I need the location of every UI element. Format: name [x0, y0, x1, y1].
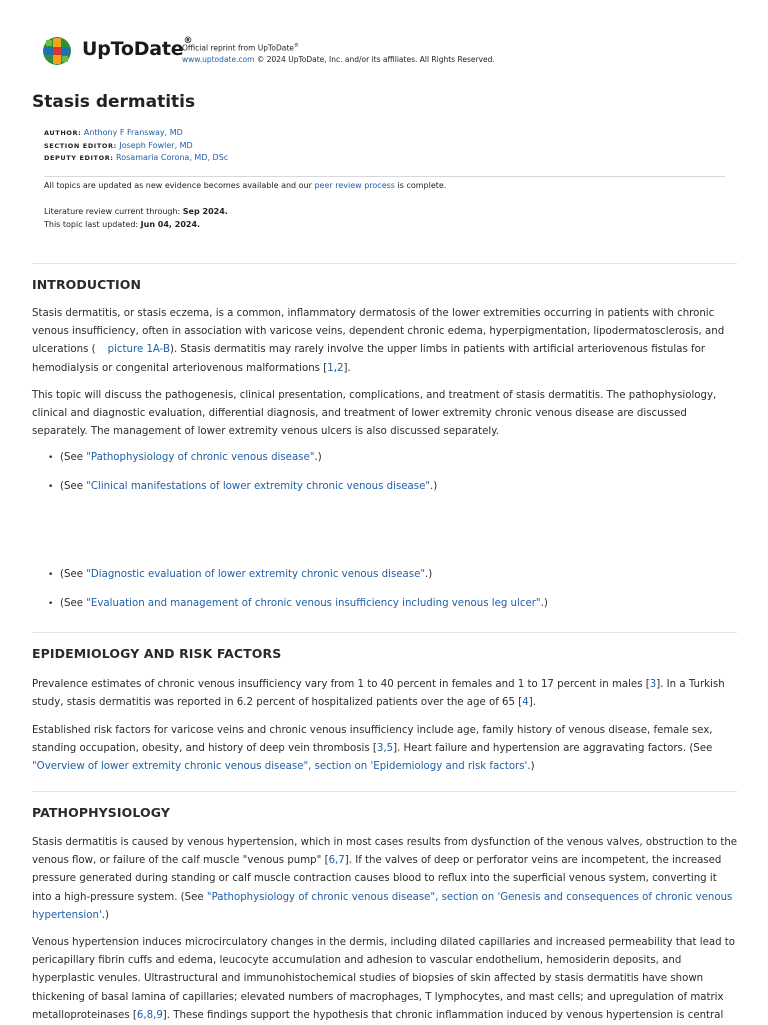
uptodate-site-link[interactable]: www.uptodate.com	[182, 54, 255, 64]
reference-link[interactable]: 3	[649, 679, 657, 690]
author-row: AUTHOR: Anthony F Fransway, MD	[44, 128, 183, 137]
section-editor-row: SECTION EDITOR: Joseph Fowler, MD	[44, 140, 193, 150]
peer-review-link[interactable]: peer review process	[314, 181, 395, 190]
section-heading-pathophysiology: PATHOPHYSIOLOGY	[32, 805, 170, 820]
epi-paragraph-2: Established risk factors for varicose veins and chronic venous insufficiency include age, family history of venous disease, female sex, standing occupation, obesity, and history of deep vein thrombosis [3,5]. Heart failure and hypertension are aggravating factors. (See "Overview of lower extremity chronic venous disease", section on 'Epidemiology and risk factors'.)	[32, 725, 713, 773]
list-item: • (See "Evaluation and management of chronic venous insufficiency including venous leg ulcer".)	[48, 598, 548, 609]
author-link[interactable]: Anthony F Fransway, MD	[83, 128, 183, 137]
topic-link[interactable]: "Evaluation and management of chronic venous insufficiency including venous leg ulcer"	[86, 598, 541, 609]
section-heading-introduction: INTRODUCTION	[32, 277, 142, 292]
picture-link[interactable]: picture 1A-B	[107, 344, 170, 356]
epi-paragraph-1: Prevalence estimates of chronic venous insufficiency vary from 1 to 40 percent in females and 1 to 17 percent in males [3]. In a Turkish study, stasis dermatitis was reported in 6.2 percent of hospitalized patients over the age of 65 [4].	[32, 679, 725, 709]
deputy-editor-row: DEPUTY EDITOR: Rosamaria Corona, MD, DSc	[44, 153, 229, 162]
reference-link[interactable]: 2	[336, 362, 344, 374]
section-divider	[32, 263, 737, 264]
reprint-notice: Official reprint from UpToDate® www.uptodate.com © 2024 UpToDate, Inc. and/or its affiliates. All Rights Reserved.	[182, 43, 495, 64]
section-heading-epidemiology: EPIDEMIOLOGY AND RISK FACTORS	[32, 646, 282, 661]
intro-paragraph-2: This topic will discuss the pathogenesis, clinical presentation, complications, and treatment of stasis dermatitis. The pathophysiology, clinical and diagnostic evaluation, differential diagnosis, and treatment of lower extremity chronic venous disease are discussed separately. The management of lower extremity venous ulcers is also discussed separately.	[32, 390, 717, 438]
intro-paragraph-1: Stasis dermatitis, or stasis eczema, is a common, inflammatory dermatosis of the lower extremities occurring in patients with chronic venous insufficiency, often in association with varicose veins, dependent chronic edema, hyperpigmentation, lipodermatosclerosis, and ulcerations ( picture 1A-B). Stasis dermatitis may rarely involve the upper limbs in patients with artificial arteriovenous fistulas for hemodialysis or congenital arteriovenous malformations [1,2].	[32, 308, 725, 374]
patho-paragraph-1: Stasis dermatitis is caused by venous hypertension, which in most cases results from dysfunction of the venous valves, obstruction to the venous flow, or failure of the calf muscle "venous pump" [6,7]. If the valves of deep or perforator veins are incompetent, the increased pressure generated during standing or calf muscle contraction causes blood to reflux into the superficial venous system, converting it into a high-pressure system. (See "Pathophysiology of chronic venous disease", section on 'Genesis and consequences of chronic venous hypertension'.)	[32, 837, 738, 921]
topic-link[interactable]: "Clinical manifestations of lower extremity chronic venous disease"	[86, 481, 431, 492]
brand-name: UpToDate®	[82, 36, 193, 60]
divider	[44, 176, 725, 177]
list-item: • (See "Diagnostic evaluation of lower extremity chronic venous disease".)	[48, 569, 433, 580]
section-divider	[32, 791, 737, 792]
reference-link[interactable]: 1	[327, 362, 334, 374]
deputy-editor-link[interactable]: Rosamaria Corona, MD, DSc	[116, 153, 229, 162]
literature-review-info: Literature review current through: Sep 2024. This topic last updated: Jun 04, 2024.	[44, 207, 228, 229]
author-list	[44, 127, 228, 165]
reference-link[interactable]: 6,7	[328, 855, 345, 867]
section-editor-link[interactable]: Joseph Fowler, MD	[119, 140, 193, 150]
topic-link[interactable]: "Overview of lower extremity chronic venous disease", section on 'Epidemiology and risk factors'	[32, 761, 528, 773]
page-header	[42, 36, 742, 68]
topic-link[interactable]: "Pathophysiology of chronic venous disease"	[86, 452, 315, 463]
topic-link[interactable]: "Pathophysiology of chronic venous disease", section on 'Genesis and consequences of chronic venous hypertension'	[32, 891, 733, 921]
reference-link[interactable]: 6,8,9	[136, 1009, 163, 1021]
uptodate-logo-icon	[42, 36, 72, 66]
section-divider	[32, 632, 737, 633]
topic-link[interactable]: "Diagnostic evaluation of lower extremity chronic venous disease"	[86, 569, 426, 580]
update-note: All topics are updated as new evidence becomes available and our peer review process is complete.	[44, 181, 447, 190]
page-title: Stasis dermatitis	[32, 92, 196, 112]
patho-paragraph-2: Venous hypertension induces microcirculatory changes in the dermis, including dilated capillaries and increased permeability that lead to pericapillary fibrin cuffs and edema, leucocyte accumulation and adhesion to vascular endothelium, hemosiderin deposits, and hyperplastic venules. Ultrastructural and immunohistochemical studies of biopsies of skin affected by stasis dermatitis have shown thickening of basal lamina of capillaries; elevated numbers of macrophages, T lymphocytes, and mast cells; and upregulation of matrix metalloproteinases [6,8,9]. These findings support the hypothesis that chronic inflammation induced by venous hypertension is central	[32, 937, 736, 1021]
list-item: • (See "Clinical manifestations of lower extremity chronic venous disease".)	[48, 481, 438, 492]
reference-link[interactable]: 4	[522, 697, 529, 709]
list-item: • (See "Pathophysiology of chronic venous disease".)	[48, 452, 322, 463]
reference-link[interactable]: 3,5	[376, 743, 394, 755]
